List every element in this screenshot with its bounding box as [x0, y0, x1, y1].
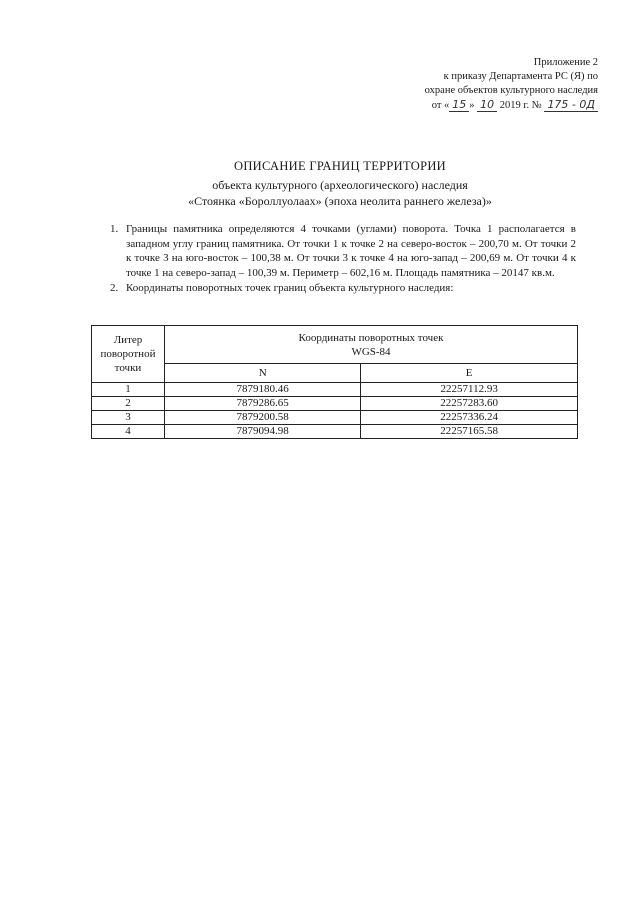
n-cell: 7879286.65 [165, 397, 361, 411]
document-title [80, 158, 600, 209]
date-mid: » [469, 100, 475, 111]
e-cell: 22257165.58 [361, 425, 578, 439]
coords-header [165, 326, 578, 364]
n-cell: 7879200.58 [165, 411, 361, 425]
title-sub-1: объекта культурного (археологического) наследия [212, 178, 468, 192]
point-cell: 2 [92, 397, 165, 411]
coordinates-table [91, 325, 578, 439]
document-body [110, 222, 576, 296]
appendix-date-line [425, 98, 598, 113]
e-cell: 22257283.60 [361, 397, 578, 411]
point-cell: 1 [92, 383, 165, 397]
list-item-text: Координаты поворотных точек границ объекта культурного наследия: [126, 282, 454, 294]
table-row [92, 411, 578, 425]
e-cell: 22257112.93 [361, 383, 578, 397]
appendix-line-1: Приложение 2 [533, 57, 598, 68]
n-cell: 7879094.98 [165, 425, 361, 439]
order-number: 175 - 0Д [544, 98, 598, 112]
list-item-text: Границы памятника определяются 4 точками (углами) поворота. Точка 1 располагается в западном углу границ памятника. От точки 1 к точке 2 на северо-восток – 200,70 м. От точки 2 к точке 3 на юго-восток – 100,38 м. От точки 3 к точке 4 на юго-запад – 200,69 м. От точки 4 к точке 1 на северо-запад – 100,39 м. Периметр – 602,16 м. Площадь памятника – 20147 кв.м. [126, 223, 576, 279]
coords-header-line-1: Координаты поворотных точек [298, 331, 444, 344]
date-month: 10 [477, 98, 497, 112]
title-main: ОПИСАНИЕ ГРАНИЦ ТЕРРИТОРИИ [234, 159, 446, 173]
date-day: 15 [449, 98, 469, 112]
coords-header-line-2: WGS-84 [351, 345, 391, 358]
n-cell: 7879180.46 [165, 383, 361, 397]
list-item-number: 2. [110, 282, 119, 294]
title-sub-2: «Стоянка «Бороллуолаах» (эпоха неолита раннего железа)» [188, 194, 492, 208]
list-item-number: 1. [110, 223, 119, 235]
date-year: 2019 г. № [499, 100, 542, 111]
liter-header-line-1: Литер [113, 334, 143, 346]
liter-header-line-2: поворотной точки [100, 348, 156, 374]
table-row [92, 425, 578, 439]
appendix-line-3: охране объектов культурного наследия [424, 85, 598, 96]
appendix-header [425, 56, 598, 113]
appendix-line-2: к приказу Департамента РС (Я) по [443, 71, 598, 82]
date-prefix: от « [431, 100, 450, 111]
list-item [110, 222, 576, 280]
e-cell: 22257336.24 [361, 411, 578, 425]
list-item [110, 281, 576, 296]
col-n-header: N [165, 364, 361, 383]
col-e-header: E [361, 364, 578, 383]
table-row [92, 383, 578, 397]
liter-header [92, 326, 165, 383]
table-row [92, 397, 578, 411]
point-cell: 4 [92, 425, 165, 439]
point-cell: 3 [92, 411, 165, 425]
